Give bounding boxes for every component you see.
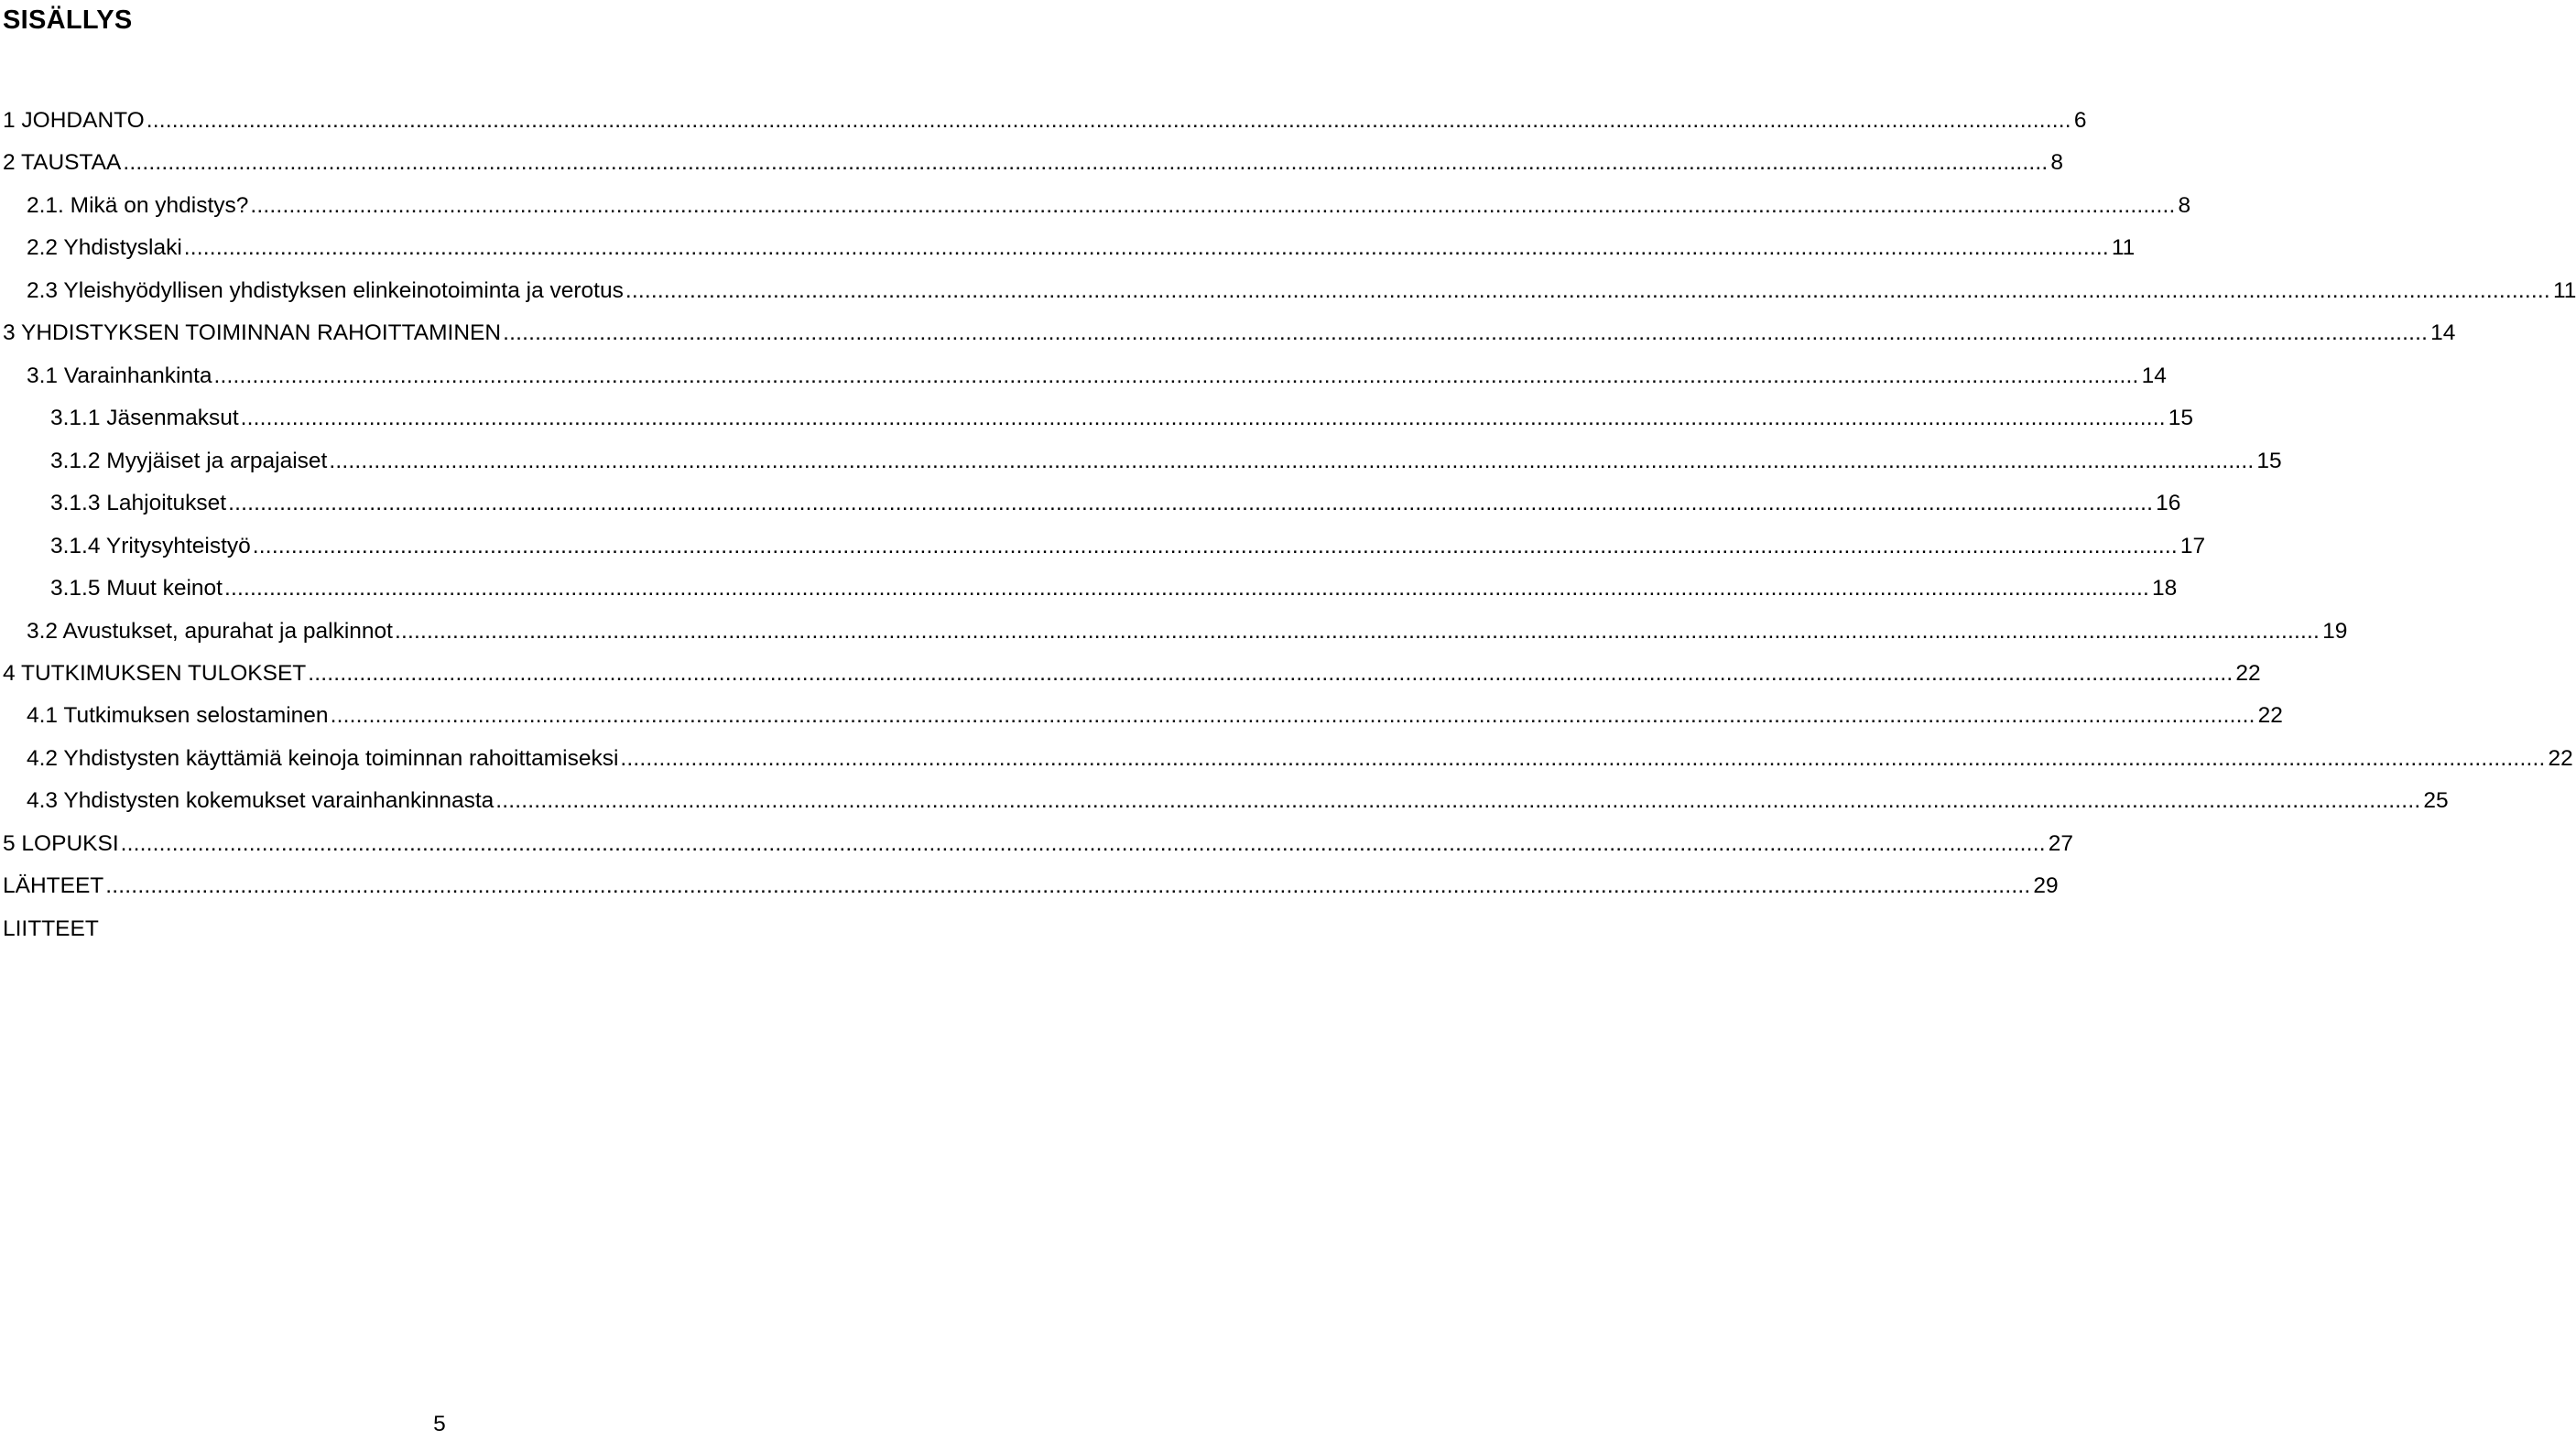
toc-entry-label: 1 JOHDANTO [3, 108, 145, 133]
toc-entry[interactable] [3, 915, 872, 944]
toc-leader-dots: ............................................................................................................................................................................................................................................................................................................ [308, 661, 2234, 686]
toc-leader-dots: ............................................................................................................................................................................................................................................................................................................ [123, 150, 2049, 175]
toc-entry-page: 8 [2050, 150, 2064, 175]
toc-entry[interactable] [3, 872, 2059, 901]
toc-leader-dots: ............................................................................................................................................................................................................................................................................................................ [503, 320, 2429, 345]
toc-entry-page: 6 [2073, 108, 2087, 133]
toc-leader-dots: ............................................................................................................................................................................................................................................................................................................ [329, 449, 2255, 473]
toc-entry-label: 3.1.3 Lahjoitukset [50, 491, 227, 515]
toc-leader-dots: ............................................................................................................................................................................................................................................................................................................ [223, 576, 2150, 601]
toc-entry-label: 3.1 Varainhankinta [27, 363, 212, 388]
toc-entry-label: 4.3 Yhdistysten kokemukset varainhankinnasta [27, 788, 495, 813]
toc-leader-dots: ............................................................................................................................................................................................................................................................................................................ [252, 534, 2178, 558]
toc-entry[interactable] [3, 659, 2261, 688]
toc-entry[interactable] [3, 319, 2456, 348]
toc-entry[interactable] [3, 829, 2073, 859]
toc-entry-page: 18 [2152, 576, 2178, 601]
page-number: 5 [433, 1412, 446, 1436]
toc-leader-dots: ............................................................................................................................................................................................................................................................................................................ [620, 746, 2546, 771]
toc-entry[interactable] [50, 489, 2181, 518]
toc-entry-page: 14 [2141, 363, 2167, 388]
toc-entry[interactable] [27, 744, 2573, 774]
toc-entry-page: 16 [2156, 491, 2181, 515]
toc-entry-page: 27 [2048, 831, 2073, 856]
toc-entry-page: 11 [2552, 278, 2576, 303]
toc-entry[interactable] [50, 574, 2178, 603]
toc-entry[interactable] [50, 404, 2193, 433]
toc-entry-label: LIITTEET [3, 916, 99, 941]
toc-entry-page: 14 [2430, 320, 2456, 345]
toc-entry[interactable] [27, 786, 2449, 816]
toc-entry-page: 22 [2235, 661, 2261, 686]
toc-entry[interactable] [50, 447, 2282, 476]
toc-leader-dots: ............................................................................................................................................................................................................................................................................................................ [395, 619, 2321, 644]
toc-leader-dots: ............................................................................................................................................................................................................................................................................................................ [228, 491, 2154, 515]
toc-entry[interactable] [27, 233, 2136, 263]
toc-entry-label: 4.2 Yhdistysten käyttämiä keinoja toiminnan rahoittamiseksi [27, 746, 619, 771]
toc-entry-page: 25 [2423, 788, 2449, 813]
toc-entry-page: 29 [2033, 873, 2059, 898]
toc-entry[interactable] [27, 276, 2576, 306]
toc-leader-dots: ............................................................................................................................................................................................................................................................................................................ [105, 873, 2031, 898]
toc-leader-dots: ............................................................................................................................................................................................................................................................................................................ [240, 406, 2166, 430]
toc-leader-dots: ............................................................................................................................................................................................................................................................................................................ [495, 788, 2421, 813]
toc-entry-label: 2.3 Yleishyödyllisen yhdistyksen elinkeinotoiminta ja verotus [27, 278, 624, 303]
toc-entry-label: 4 TUTKIMUKSEN TULOKSET [3, 661, 307, 686]
toc-entry-label: LÄHTEET [3, 873, 104, 898]
toc-entry-label: 4.1 Tutkimuksen selostaminen [27, 703, 329, 728]
toc-leader-dots: ............................................................................................................................................................................................................................................................................................................ [250, 193, 2176, 218]
toc-entry-page: 22 [2257, 703, 2283, 728]
toc-entry-label: 2.1. Mikä on yhdistys? [27, 193, 249, 218]
toc-entry-label: 3.1.2 Myyjäiset ja arpajaiset [50, 449, 328, 473]
toc-entry[interactable] [3, 148, 2064, 178]
toc-entry-page: 15 [2168, 406, 2193, 430]
toc-leader-dots: ............................................................................................................................................................................................................................................................................................................ [330, 703, 2255, 728]
toc-leader-dots: ............................................................................................................................................................................................................................................................................................................ [120, 831, 2046, 856]
toc-entry-label: 2.2 Yhdistyslaki [27, 235, 182, 260]
toc-entry[interactable] [27, 617, 2348, 646]
toc-entry-page: 17 [2179, 534, 2206, 558]
page-title: SISÄLLYS [3, 5, 133, 35]
toc-entry[interactable] [50, 532, 2206, 561]
toc-entry-page: 19 [2322, 619, 2348, 644]
toc-entry-page: 22 [2548, 746, 2573, 771]
toc-entry-label: 3.1.4 Yritysyhteistyö [50, 534, 251, 558]
toc-leader-dots: ............................................................................................................................................................................................................................................................................................................ [183, 235, 2109, 260]
toc-entry-label: 3.1.5 Muut keinot [50, 576, 223, 601]
toc-entry-page: 11 [2111, 235, 2136, 260]
toc-leader-dots: ............................................................................................................................................................................................................................................................................................................ [213, 363, 2139, 388]
toc-leader-dots: ............................................................................................................................................................................................................................................................................................................ [146, 108, 2071, 133]
toc-entry-label: 3.1.1 Jäsenmaksut [50, 406, 239, 430]
toc-entry[interactable] [3, 106, 2087, 135]
toc-entry[interactable] [27, 701, 2283, 731]
toc-leader-dots: ............................................................................................................................................................................................................................................................................................................ [625, 278, 2550, 303]
toc-entry-label: 3.2 Avustukset, apurahat ja palkinnot [27, 619, 393, 644]
toc-entry-page: 15 [2256, 449, 2282, 473]
toc-entry[interactable] [27, 362, 2167, 391]
toc-entry-label: 5 LOPUKSI [3, 831, 119, 856]
toc-entry-label: 2 TAUSTAA [3, 150, 122, 175]
toc-entry-page: 8 [2178, 193, 2191, 218]
toc-entry[interactable] [27, 191, 2191, 221]
toc-entry-label: 3 YHDISTYKSEN TOIMINNAN RAHOITTAMINEN [3, 320, 502, 345]
